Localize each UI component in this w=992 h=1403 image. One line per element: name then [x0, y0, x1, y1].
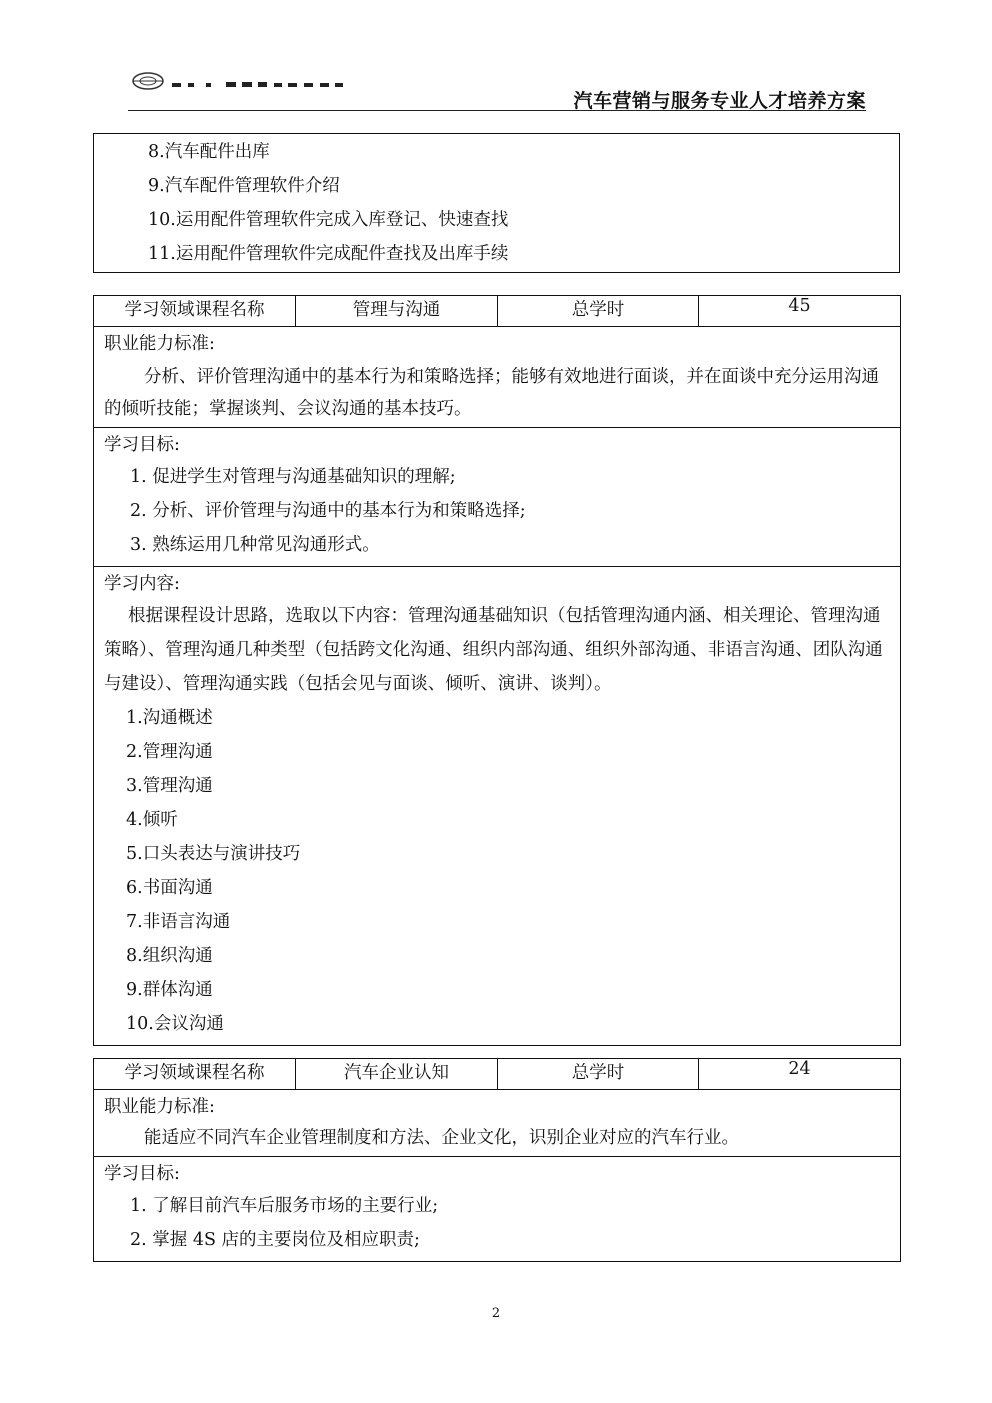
course-block-auto-enterprise	[93, 1058, 901, 1262]
ability-standard-cell	[94, 327, 901, 428]
total-hours-value: 45	[699, 296, 901, 327]
content-list-cell	[94, 134, 900, 273]
course-name-label: 学习领域课程名称	[94, 296, 296, 327]
goal-item: 3. 熟练运用几种常见沟通形式。	[130, 535, 380, 555]
ability-standard-text: 能适应不同汽车企业管理制度和方法、企业文化，识别企业对应的汽车行业。	[144, 1128, 739, 1148]
goal-item: 1. 促进学生对管理与沟通基础知识的理解;	[130, 467, 456, 487]
learning-goals-label: 学习目标:	[104, 1164, 180, 1184]
goal-item: 2. 掌握 4S 店的主要岗位及相应职责;	[130, 1230, 420, 1250]
learning-content-cell	[94, 567, 901, 1046]
total-hours-label: 总学时	[498, 296, 699, 327]
ability-standard-label: 职业能力标准:	[104, 334, 215, 354]
content-item: 9.群体沟通	[126, 980, 213, 1000]
ability-standard-label: 职业能力标准:	[104, 1097, 215, 1117]
course-name-value: 管理与沟通	[296, 296, 498, 327]
course-block-management-communication	[93, 295, 901, 1046]
list-item: 8.汽车配件出库	[148, 142, 270, 162]
learning-goals-label: 学习目标:	[104, 435, 180, 455]
content-item: 3.管理沟通	[126, 776, 213, 796]
learning-goals-cell	[94, 428, 901, 567]
list-item: 10.运用配件管理软件完成入库登记、快速查找	[148, 210, 509, 230]
learning-content-text: 根据课程设计思路，选取以下内容：管理沟通基础知识（包括管理沟通内涵、相关理论、管理沟通策略）、管理沟通几种类型（包括跨文化沟通、组织内部沟通、组织外部沟通、非语言沟通、团队沟通与建设）、管理沟通实践（包括会见与面谈、倾听、演讲、谈判）。	[104, 606, 883, 694]
course-block-continuation	[93, 133, 900, 273]
ability-standard-cell	[94, 1090, 901, 1157]
content-item: 4.倾听	[126, 810, 178, 830]
content-item: 5.口头表达与演讲技巧	[126, 844, 301, 864]
content-item: 6.书面沟通	[126, 878, 213, 898]
total-hours-value: 24	[699, 1059, 901, 1090]
content-item: 8.组织沟通	[126, 946, 213, 966]
learning-goals-cell	[94, 1157, 901, 1262]
total-hours-label: 总学时	[498, 1059, 699, 1090]
goal-item: 1. 了解目前汽车后服务市场的主要行业;	[130, 1196, 439, 1216]
document-title: 汽车营销与服务专业人才培养方案	[573, 90, 866, 112]
learning-content-label: 学习内容:	[104, 574, 180, 594]
content-item: 10.会议沟通	[126, 1014, 224, 1034]
header-divider	[128, 110, 866, 111]
course-name-label: 学习领域课程名称	[94, 1059, 296, 1090]
content-item: 2.管理沟通	[126, 742, 213, 762]
goal-item: 2. 分析、评价管理与沟通中的基本行为和策略选择;	[130, 501, 526, 521]
list-item: 11.运用配件管理软件完成配件查找及出库手续	[148, 244, 509, 264]
school-logo-icon	[128, 70, 358, 94]
list-item: 9.汽车配件管理软件介绍	[148, 176, 340, 196]
content-item: 1.沟通概述	[126, 708, 213, 728]
content-item: 7.非语言沟通	[126, 912, 231, 932]
course-name-value: 汽车企业认知	[296, 1059, 498, 1090]
ability-standard-text: 分析、评价管理沟通中的基本行为和策略选择；能够有效地进行面谈，并在面谈中充分运用沟通的倾听技能；掌握谈判、会议沟通的基本技巧。	[104, 367, 879, 419]
page-number: 2	[491, 1306, 501, 1321]
